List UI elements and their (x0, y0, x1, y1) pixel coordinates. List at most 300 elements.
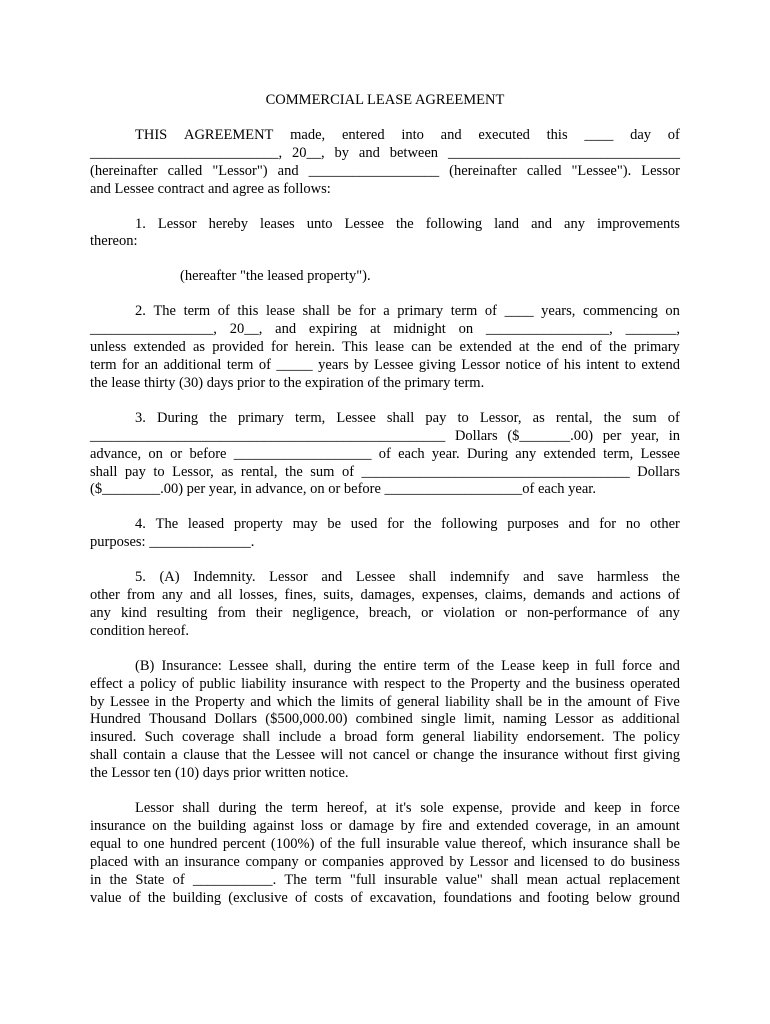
word: as (532, 409, 545, 426)
word: each (398, 445, 425, 462)
word: of (378, 445, 391, 462)
word: Dollars (637, 463, 680, 480)
word: insurable (386, 835, 440, 852)
clause-insurance-lessor (90, 800, 680, 907)
word: and (250, 693, 272, 710)
word: kind (120, 604, 147, 621)
word: lease (375, 339, 405, 356)
word: the (564, 693, 583, 710)
word: the (413, 516, 432, 533)
word: the (479, 747, 498, 764)
word: force (650, 800, 680, 817)
word: Lessor (269, 569, 308, 586)
word: Hundred (90, 711, 141, 728)
word: for (270, 339, 288, 356)
word: their (255, 604, 283, 621)
word: with (133, 853, 160, 870)
word: the (536, 339, 555, 356)
word: of (172, 871, 185, 888)
word: pay (425, 409, 447, 426)
word: improvements (596, 215, 680, 232)
word: by (90, 693, 105, 710)
word: loss (300, 818, 324, 834)
word: to (593, 853, 605, 870)
word: indemnify (449, 569, 510, 586)
word: Five (654, 693, 680, 710)
text-line: condition hereof. (90, 622, 190, 639)
word: (exclusive (228, 889, 288, 906)
word: primary (397, 303, 444, 320)
word: full (360, 835, 381, 852)
word: to (624, 356, 636, 373)
text-line: the Lessor ten (10) days prior written notice. (90, 765, 349, 782)
word: (A) (159, 569, 180, 586)
word: replacement (609, 871, 680, 888)
word: or (504, 604, 517, 621)
word: intent (586, 356, 620, 373)
word: of (636, 604, 649, 621)
word: on (152, 818, 167, 834)
word: it's (395, 800, 412, 817)
word: business (630, 853, 680, 870)
word: insured. (90, 729, 137, 746)
word: value (444, 835, 477, 852)
word: and (513, 853, 535, 870)
word: or (421, 604, 434, 621)
word: breach, (368, 604, 412, 621)
word: the (209, 409, 227, 426)
word: on (665, 303, 680, 320)
word: ground (638, 889, 680, 906)
word: to (430, 675, 442, 692)
word: and (564, 800, 586, 817)
word: of (341, 463, 355, 480)
word: equal (90, 835, 122, 852)
word: by (334, 144, 350, 161)
word: a (128, 675, 135, 692)
clause-5a (90, 569, 680, 641)
word: a (383, 303, 390, 320)
text-line: (hereafter "the leased property"). (180, 268, 371, 285)
word: 20__, (292, 144, 325, 161)
text-line: the lease thirty (30) days prior to the expiration of the primary term. (90, 374, 485, 391)
word: this (546, 126, 568, 143)
word: cancel (372, 747, 410, 764)
word: of (484, 303, 497, 320)
word: be (337, 303, 352, 320)
word: giving (418, 356, 456, 373)
word: primary (633, 339, 680, 356)
word: Lessor (461, 356, 501, 373)
word: in (154, 693, 167, 710)
word: additional (621, 711, 680, 728)
word: this (237, 303, 259, 320)
word: herein. (295, 339, 335, 356)
word: expiring (308, 321, 358, 338)
word: non-performance (527, 604, 627, 621)
clause-5b (90, 658, 680, 783)
word: (hereinafter (449, 162, 517, 179)
word: insurance (184, 853, 240, 870)
word: midnight (393, 321, 446, 338)
word: with (352, 675, 379, 692)
word: term, (603, 445, 634, 462)
word: company (245, 853, 299, 870)
word: single (421, 711, 456, 728)
word: can (411, 339, 432, 356)
word: suits, (323, 587, 354, 604)
word: actions (619, 587, 661, 604)
word: _______, (625, 321, 680, 338)
word: an (615, 818, 630, 834)
word: AGREEMENT (183, 126, 274, 143)
word: of (128, 889, 141, 906)
word: losses, (239, 587, 278, 604)
word: The (284, 871, 307, 888)
word: and (568, 516, 590, 533)
word: and (591, 587, 613, 604)
word: the (265, 800, 283, 817)
word: pay (124, 463, 146, 480)
clause-4 (90, 516, 680, 552)
word: policy (643, 729, 680, 746)
word: effect (90, 675, 123, 692)
word: shall (633, 835, 661, 852)
word: ($500,000.00) (265, 711, 348, 728)
word: during (218, 800, 257, 817)
word: unless (90, 339, 127, 356)
word: Thousand (148, 711, 207, 728)
word: in (90, 871, 102, 888)
word: Lessee (355, 569, 396, 586)
word: broad (344, 729, 378, 746)
word: expense, (452, 800, 503, 817)
word: any (161, 587, 183, 604)
word: insurance (502, 747, 559, 764)
word: unto (306, 215, 333, 232)
word: following (425, 215, 483, 232)
text-line: thereon: (90, 233, 138, 250)
word: advance, (90, 445, 142, 462)
word: the (173, 818, 192, 834)
word: entire (383, 657, 417, 674)
word: of (258, 356, 271, 373)
word: the (317, 693, 336, 710)
word: naming (503, 711, 547, 728)
word: the (285, 463, 303, 480)
word: liability (444, 693, 491, 710)
word: against (252, 818, 295, 834)
word: the (608, 339, 627, 356)
word: value (90, 889, 122, 906)
lease-document (90, 92, 680, 925)
word: ___________________ (233, 445, 372, 462)
word: between (389, 144, 439, 161)
word: Dollars (454, 427, 498, 444)
word: which (531, 835, 568, 852)
word: business (575, 675, 625, 692)
word: _____________________________________ (361, 463, 630, 480)
word: excavation, (369, 889, 437, 906)
clause-3 (90, 410, 680, 500)
word: any (659, 604, 680, 621)
word: other (650, 516, 680, 533)
word: Lessor, (172, 463, 214, 480)
leased-property-note (90, 268, 680, 286)
word: the (109, 871, 128, 888)
word: be (528, 693, 543, 710)
word: executed (478, 126, 530, 143)
word: extended (543, 445, 596, 462)
clause-2 (90, 303, 680, 393)
word: thereof, (481, 835, 527, 852)
word: percent (222, 835, 266, 852)
word: sole (420, 800, 444, 817)
text-line: ($________.00) per year, in advance, on or before ___________________of each year. (90, 481, 596, 498)
word: called (526, 162, 562, 179)
word: year. (431, 445, 460, 462)
word: save (557, 569, 584, 586)
word: of (295, 889, 308, 906)
word: "Lessor") (212, 162, 268, 179)
word: of (319, 835, 332, 852)
word: purposes (507, 516, 559, 533)
word: keep (594, 800, 622, 817)
word: shall (90, 463, 118, 480)
word: and (448, 818, 470, 834)
word: ___________. (192, 871, 277, 888)
word: lease (265, 303, 295, 320)
word: may (292, 516, 318, 533)
word: made, (290, 126, 326, 143)
word: insurance (291, 675, 348, 692)
word: ($_______.00) (507, 427, 594, 444)
word: building (172, 889, 222, 906)
word: full (594, 657, 616, 674)
word: of (457, 657, 470, 674)
word: extended (133, 339, 186, 356)
word: by (354, 356, 369, 373)
word: primary (238, 409, 284, 426)
word: damage (348, 818, 394, 834)
word: 3. (135, 409, 146, 426)
word: provided (212, 339, 264, 356)
word: for (122, 356, 139, 373)
word: During (466, 445, 509, 462)
word: __________________________, (90, 144, 283, 161)
word: term, (295, 409, 326, 426)
word: or (170, 445, 183, 462)
word: _________________, (90, 321, 217, 338)
word: amount (636, 818, 680, 834)
word: coverage (182, 729, 235, 746)
word: __________________ (308, 162, 440, 179)
word: clause (183, 747, 220, 764)
word: or (304, 853, 317, 870)
word: before (189, 445, 227, 462)
word: of (350, 889, 363, 906)
word: rental, (555, 409, 593, 426)
word: for (358, 303, 376, 320)
word: placed (90, 853, 128, 870)
word: approved (389, 853, 444, 870)
word: at (376, 800, 387, 817)
word: an (164, 853, 179, 870)
word: term (423, 657, 451, 674)
word: giving (642, 747, 680, 764)
word: of (589, 339, 602, 356)
word: all (217, 587, 233, 604)
word: shall (242, 729, 271, 746)
word: include (278, 729, 322, 746)
word: a (171, 747, 178, 764)
word: be (327, 516, 342, 533)
word: of (379, 693, 392, 710)
word: a (329, 729, 336, 746)
word: Lessor, (479, 409, 522, 426)
word: the (171, 693, 190, 710)
word: in (630, 800, 642, 817)
word: coverage, (535, 818, 592, 834)
word: harmless (597, 569, 649, 586)
word: first (613, 747, 638, 764)
word: shall (495, 693, 523, 710)
word: negligence, (292, 604, 359, 621)
word: endorsement. (526, 729, 605, 746)
word: for (599, 516, 617, 533)
word: or (330, 818, 343, 834)
word: entered (341, 126, 385, 143)
word: to (153, 463, 165, 480)
word: the (147, 889, 166, 906)
word: and (518, 889, 540, 906)
word: THIS (135, 126, 168, 143)
word: extended (476, 818, 529, 834)
word: rental, (240, 463, 278, 480)
word: shall (386, 409, 415, 426)
word: leases (260, 215, 295, 232)
word: years, (541, 303, 576, 320)
word: shall (90, 747, 118, 764)
word: 1. (135, 215, 146, 232)
word: Such (144, 729, 174, 746)
word: in (576, 657, 588, 674)
word: licensed (540, 853, 588, 870)
word: actual (566, 871, 601, 888)
word: The (612, 729, 636, 746)
word: This (342, 339, 368, 356)
word: for (387, 516, 404, 533)
word: notice (505, 356, 541, 373)
word: Lessor (469, 853, 509, 870)
word: any (564, 215, 585, 232)
word: term (90, 356, 117, 373)
word: and (321, 569, 343, 586)
word: of (636, 693, 649, 710)
word: from (217, 604, 246, 621)
word: expenses, (421, 587, 478, 604)
word: policy (140, 675, 177, 692)
word: as (601, 711, 614, 728)
word: fire (421, 818, 442, 834)
word: and (531, 215, 553, 232)
word: insurance (572, 835, 628, 852)
word: ________________________________ (447, 144, 680, 161)
word: ____ (584, 126, 614, 143)
word: contain (122, 747, 166, 764)
word: ____ (504, 303, 534, 320)
word: term (291, 800, 319, 817)
word: _________________, (485, 321, 613, 338)
word: "Lessee"). (571, 162, 632, 179)
word: to (457, 409, 469, 426)
word: will (320, 747, 344, 764)
word: any (515, 445, 537, 462)
word: and (523, 569, 545, 586)
word: the (447, 675, 465, 692)
word: of (546, 356, 559, 373)
word: State (135, 871, 165, 888)
word: no (625, 516, 641, 533)
word: the (662, 569, 680, 586)
word: provide (511, 800, 556, 817)
word: Lessee (109, 693, 150, 710)
word: at (519, 339, 530, 356)
word: and (358, 144, 380, 161)
word: sum (632, 409, 657, 426)
word: the (252, 747, 271, 764)
word: of (181, 675, 194, 692)
word: on (148, 445, 163, 462)
word: be (666, 835, 680, 852)
word: used (350, 516, 378, 533)
word: and (277, 162, 299, 179)
word: resulting (156, 604, 208, 621)
word: of (217, 303, 230, 320)
word: property (233, 516, 283, 533)
word: and (275, 321, 297, 338)
word: and (189, 587, 211, 604)
word: the (603, 409, 622, 426)
word: and (440, 126, 462, 143)
word: the (358, 657, 377, 674)
word: and (658, 657, 680, 674)
word: during (313, 657, 352, 674)
word: day (630, 126, 652, 143)
word: costs (314, 889, 344, 906)
word: Lessee (275, 747, 316, 764)
word: in (668, 427, 680, 444)
word: insurance (90, 818, 146, 834)
word: shall (408, 569, 437, 586)
intro-paragraph (90, 127, 680, 199)
word: Indemnity. (193, 569, 256, 586)
word: Lessee (374, 356, 414, 373)
word: liability (473, 729, 519, 746)
word: value" (445, 871, 483, 888)
document-title: COMMERCIAL LEASE AGREEMENT (265, 92, 505, 108)
word: 20__, (229, 321, 263, 338)
word: During (156, 409, 199, 426)
word: combined (355, 711, 413, 728)
word: in (597, 818, 610, 834)
word: building (197, 818, 247, 834)
word: The (155, 516, 179, 533)
word: as (192, 339, 206, 356)
word: Lessor (641, 162, 680, 179)
word: force (622, 657, 652, 674)
word: by (400, 818, 416, 834)
